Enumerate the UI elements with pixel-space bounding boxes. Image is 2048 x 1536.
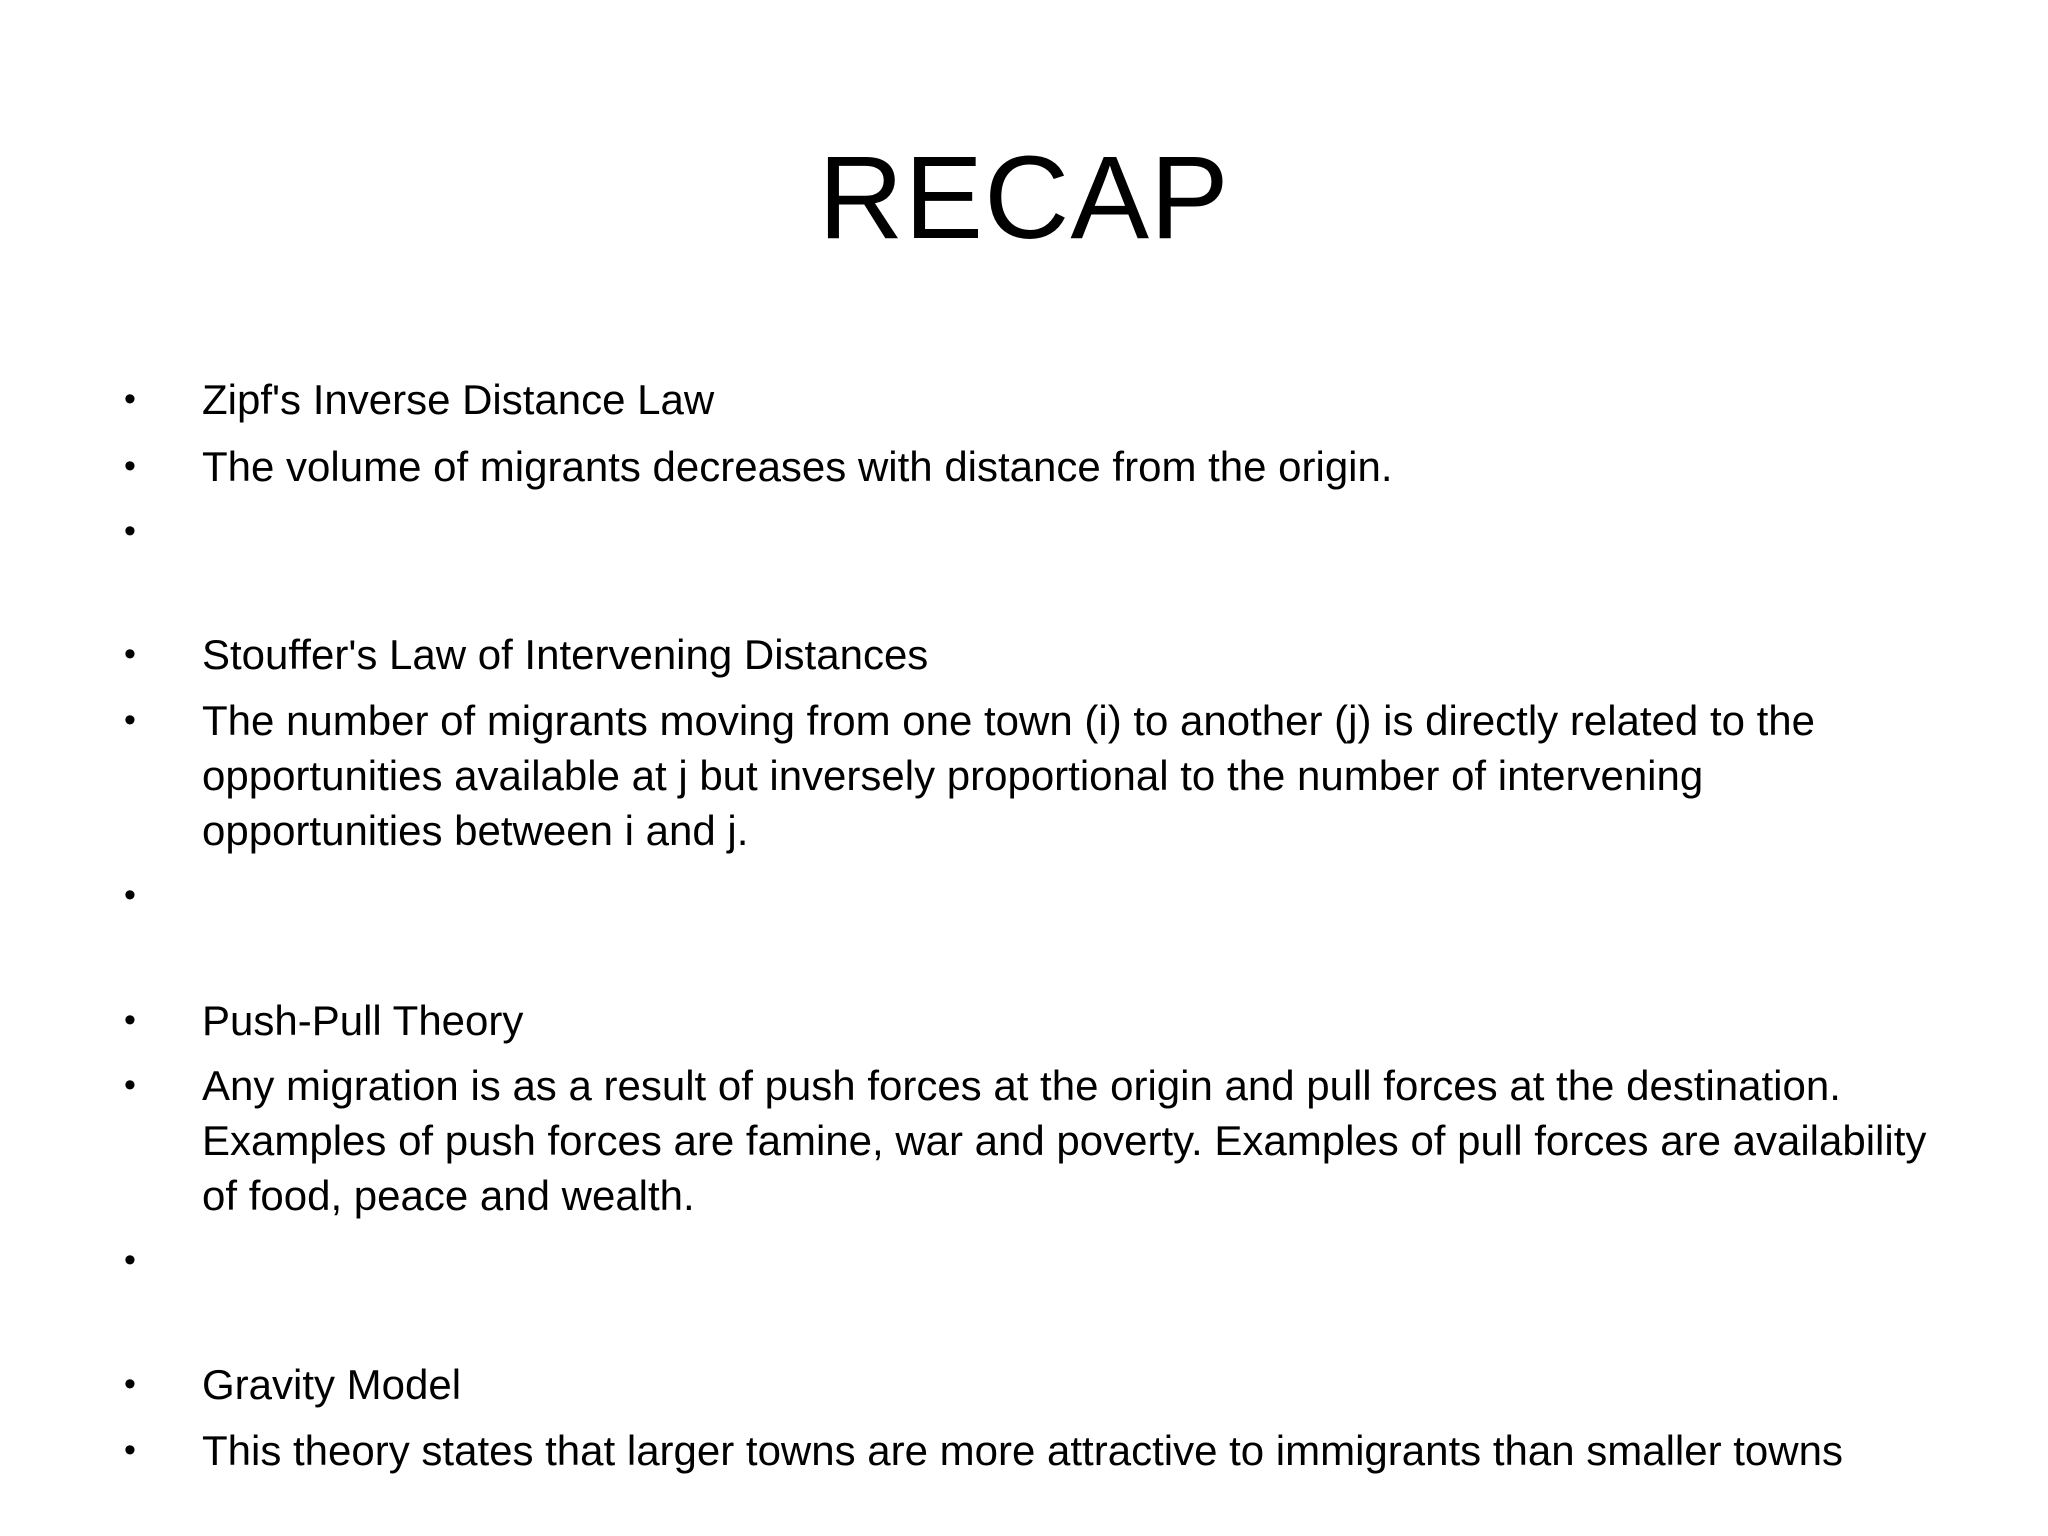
bullet-item-empty	[0, 868, 2048, 923]
bullet-item	[0, 372, 2048, 427]
bullet-marker: •	[124, 512, 136, 550]
bullet-marker: •	[124, 701, 136, 739]
bullet-item	[0, 1357, 2048, 1412]
bullet-marker: •	[124, 447, 136, 485]
bullet-item	[0, 1423, 2048, 1478]
bullet-text: Zipf's Inverse Distance Law	[202, 376, 715, 423]
bullet-item-empty	[0, 504, 2048, 559]
bullet-text: Gravity Model	[202, 1361, 462, 1408]
bullet-marker: •	[124, 380, 136, 418]
bullet-text: Any migration is as a result of push forces at the origin and pull forces at the destination. Examples of push forces are famine, war and poverty. Examples of pull forces are availability of food, peace and wealth.	[202, 1062, 1927, 1219]
bullet-item	[0, 627, 2048, 682]
bullet-text: Push-Pull Theory	[202, 997, 524, 1044]
slide-title: RECAP	[818, 132, 1230, 264]
bullet-marker: •	[124, 1365, 136, 1403]
bullet-text: This theory states that larger towns are more attractive to immigrants than smaller towns	[202, 1427, 1843, 1474]
bullet-text: The volume of migrants decreases with distance from the origin.	[202, 443, 1393, 490]
bullet-text: Stouffer's Law of Intervening Distances	[202, 631, 929, 678]
bullet-marker: •	[124, 1001, 136, 1039]
bullet-item	[0, 693, 2048, 858]
bullet-text: The number of migrants moving from one town (i) to another (j) is directly related to the opportunities available at j but inversely proportional to the number of intervening opportunities between i and j.	[202, 697, 1816, 854]
bullet-marker: •	[124, 1066, 136, 1104]
bullet-item	[0, 1058, 2048, 1223]
bullet-marker: •	[124, 876, 136, 914]
bullet-item	[0, 439, 2048, 494]
bullet-item	[0, 993, 2048, 1048]
bullet-marker: •	[124, 635, 136, 673]
bullet-marker: •	[124, 1241, 136, 1279]
bullet-item-empty	[0, 1233, 2048, 1288]
bullet-marker: •	[124, 1431, 136, 1469]
